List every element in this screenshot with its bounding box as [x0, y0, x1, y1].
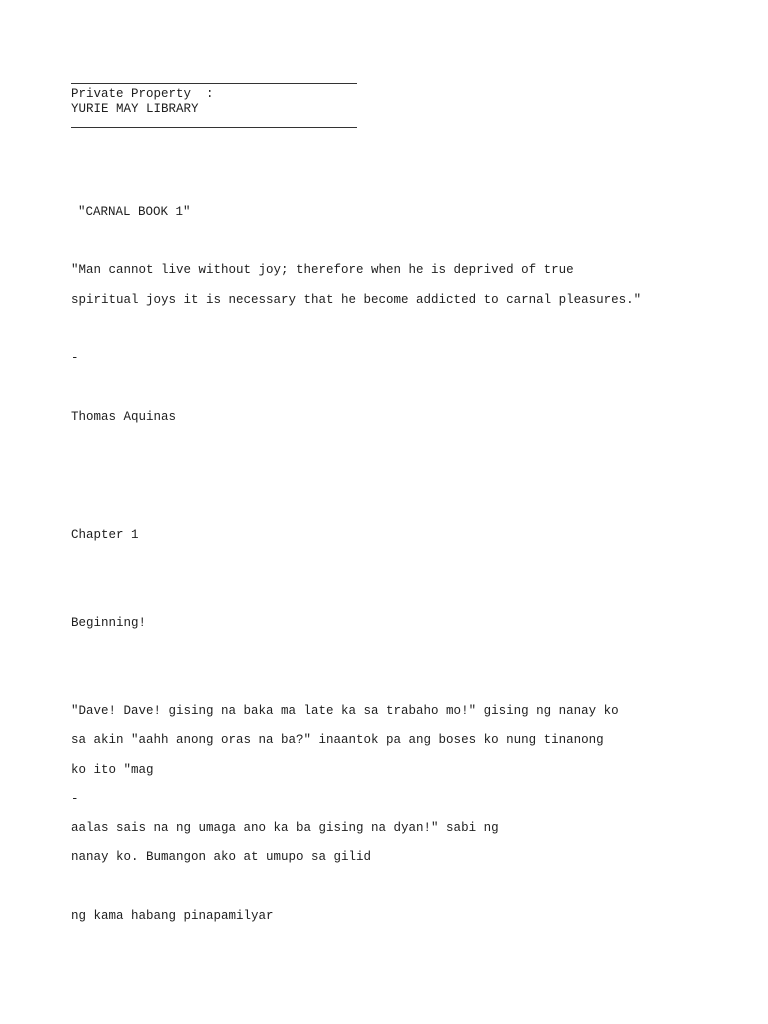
body-line-6: ng kama habang pinapamilyar [71, 909, 274, 923]
header-ownership-line: Private Property : [71, 87, 214, 101]
header-library-name: YURIE MAY LIBRARY [71, 102, 199, 116]
body-line-1: "Dave! Dave! gising na baka ma late ka sa trabaho mo!" gising ng nanay ko [71, 704, 619, 718]
epigraph-author: Thomas Aquinas [71, 410, 177, 424]
header-bottom-rule [71, 127, 357, 128]
body-line-2: sa akin "aahh anong oras na ba?" inaantok pa ang boses ko nung tinanong [71, 733, 604, 747]
epigraph-line-2: spiritual joys it is necessary that he become addicted to carnal pleasures." [71, 293, 642, 307]
body-line-3: ko ito "mag [71, 763, 154, 777]
epigraph-dash: - [71, 351, 79, 365]
chapter-subtitle: Beginning! [71, 616, 147, 630]
header-top-rule [71, 83, 357, 84]
body-line-4: aalas sais na ng umaga ano ka ba gising na dyan!" sabi ng [71, 821, 499, 835]
body-line-5: nanay ko. Bumangon ako at umupo sa gilid [71, 850, 372, 864]
chapter-heading: Chapter 1 [71, 528, 139, 542]
body-dash: - [71, 792, 79, 806]
book-title: "CARNAL BOOK 1" [78, 205, 191, 219]
epigraph-line-1: "Man cannot live without joy; therefore when he is deprived of true [71, 263, 574, 277]
